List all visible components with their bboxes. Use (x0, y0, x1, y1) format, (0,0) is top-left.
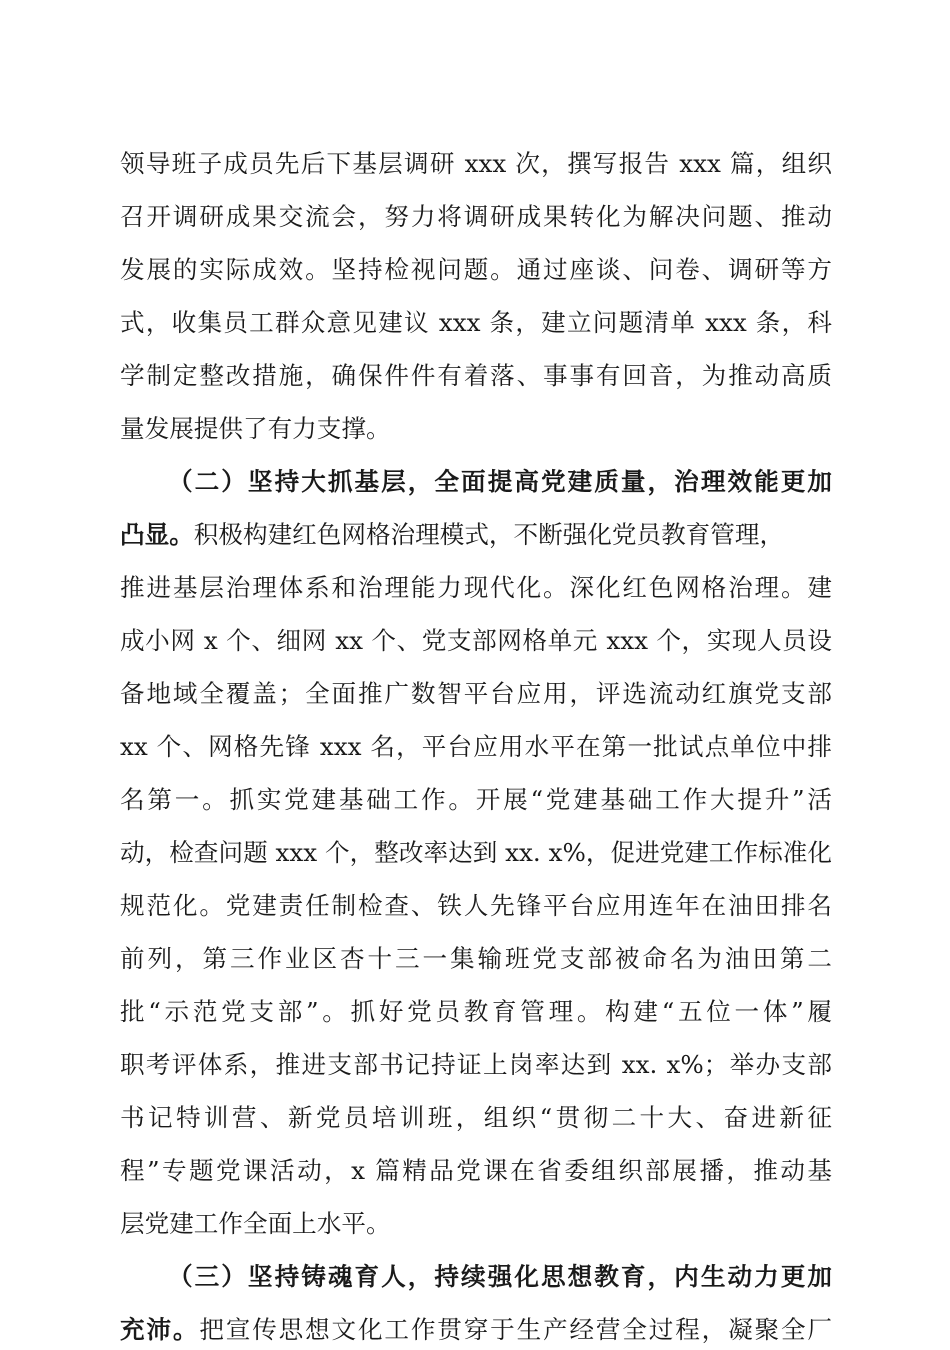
body-text-line: 职考评体系，推进支部书记持证上岗率达到 xx. x%；举办支部 (120, 1050, 832, 1079)
body-text-line: 前列，第三作业区杏十三一集输班党支部被命名为油田第二 (120, 944, 832, 973)
section-heading-3-tail: 充沛。 (120, 1315, 200, 1344)
body-text-line: 层党建工作全面上水平。 (120, 1209, 391, 1238)
body-text-line: 召开调研成果交流会，努力将调研成果转化为解决问题、推动 (120, 202, 832, 231)
section-heading-3-continued (120, 1310, 832, 1350)
body-text-line: 规范化。党建责任制检查、铁人先锋平台应用连年在油田排名 (120, 891, 832, 920)
body-text-line: 推进基层治理体系和治理能力现代化。深化红色网格治理。建 (120, 573, 832, 602)
body-text-line: 量发展提供了有力支撑。 (120, 414, 391, 443)
body-text-line: 备地域全覆盖；全面推广数智平台应用，评选流动红旗党支部 (120, 679, 832, 708)
body-text-line: 领导班子成员先后下基层调研 xxx 次，撰写报告 xxx 篇，组织 (120, 149, 832, 178)
body-text-line: 名第一。抓实党建基础工作。开展“党建基础工作大提升”活 (120, 785, 832, 814)
body-text-line: 书记特训营、新党员培训班，组织“贯彻二十大、奋进新征 (120, 1103, 832, 1132)
body-text-line: 程”专题党课活动，x 篇精品党课在省委组织部展播，推动基 (120, 1156, 832, 1185)
body-text-line: 学制定整改措施，确保件件有着落、事事有回音，为推动高质 (120, 361, 832, 390)
section-heading-2-tail: 凸显。 (120, 520, 194, 549)
body-text-line: 发展的实际成效。坚持检视问题。通过座谈、问卷、调研等方 (120, 255, 832, 284)
body-text-line: xx 个、网格先锋 xxx 名，平台应用水平在第一批试点单位中排 (120, 732, 832, 761)
section-heading-2-continued (120, 515, 832, 555)
body-text-line: 成小网 x 个、细网 xx 个、党支部网格单元 xxx 个，实现人员设 (120, 626, 832, 655)
body-text-line: 动，检查问题 xxx 个，整改率达到 xx. x%，促进党建工作标准化 (120, 838, 832, 867)
section-heading-2: （二）坚持大抓基层，全面提高党建质量，治理效能更加 (168, 467, 832, 496)
body-text-span: 积极构建红色网格治理模式，不断强化党员教育管理， (193, 520, 785, 549)
body-text-line: 批“示范党支部”。抓好党员教育管理。构建“五位一体”履 (120, 997, 832, 1026)
body-text-line: 式，收集员工群众意见建议 xxx 条，建立问题清单 xxx 条，科 (120, 308, 832, 337)
section-heading-3: （三）坚持铸魂育人，持续强化思想教育，内生动力更加 (168, 1262, 832, 1291)
body-text-span: 把宣传思想文化工作贯穿于生产经营全过程，凝聚全厂 (199, 1315, 832, 1344)
